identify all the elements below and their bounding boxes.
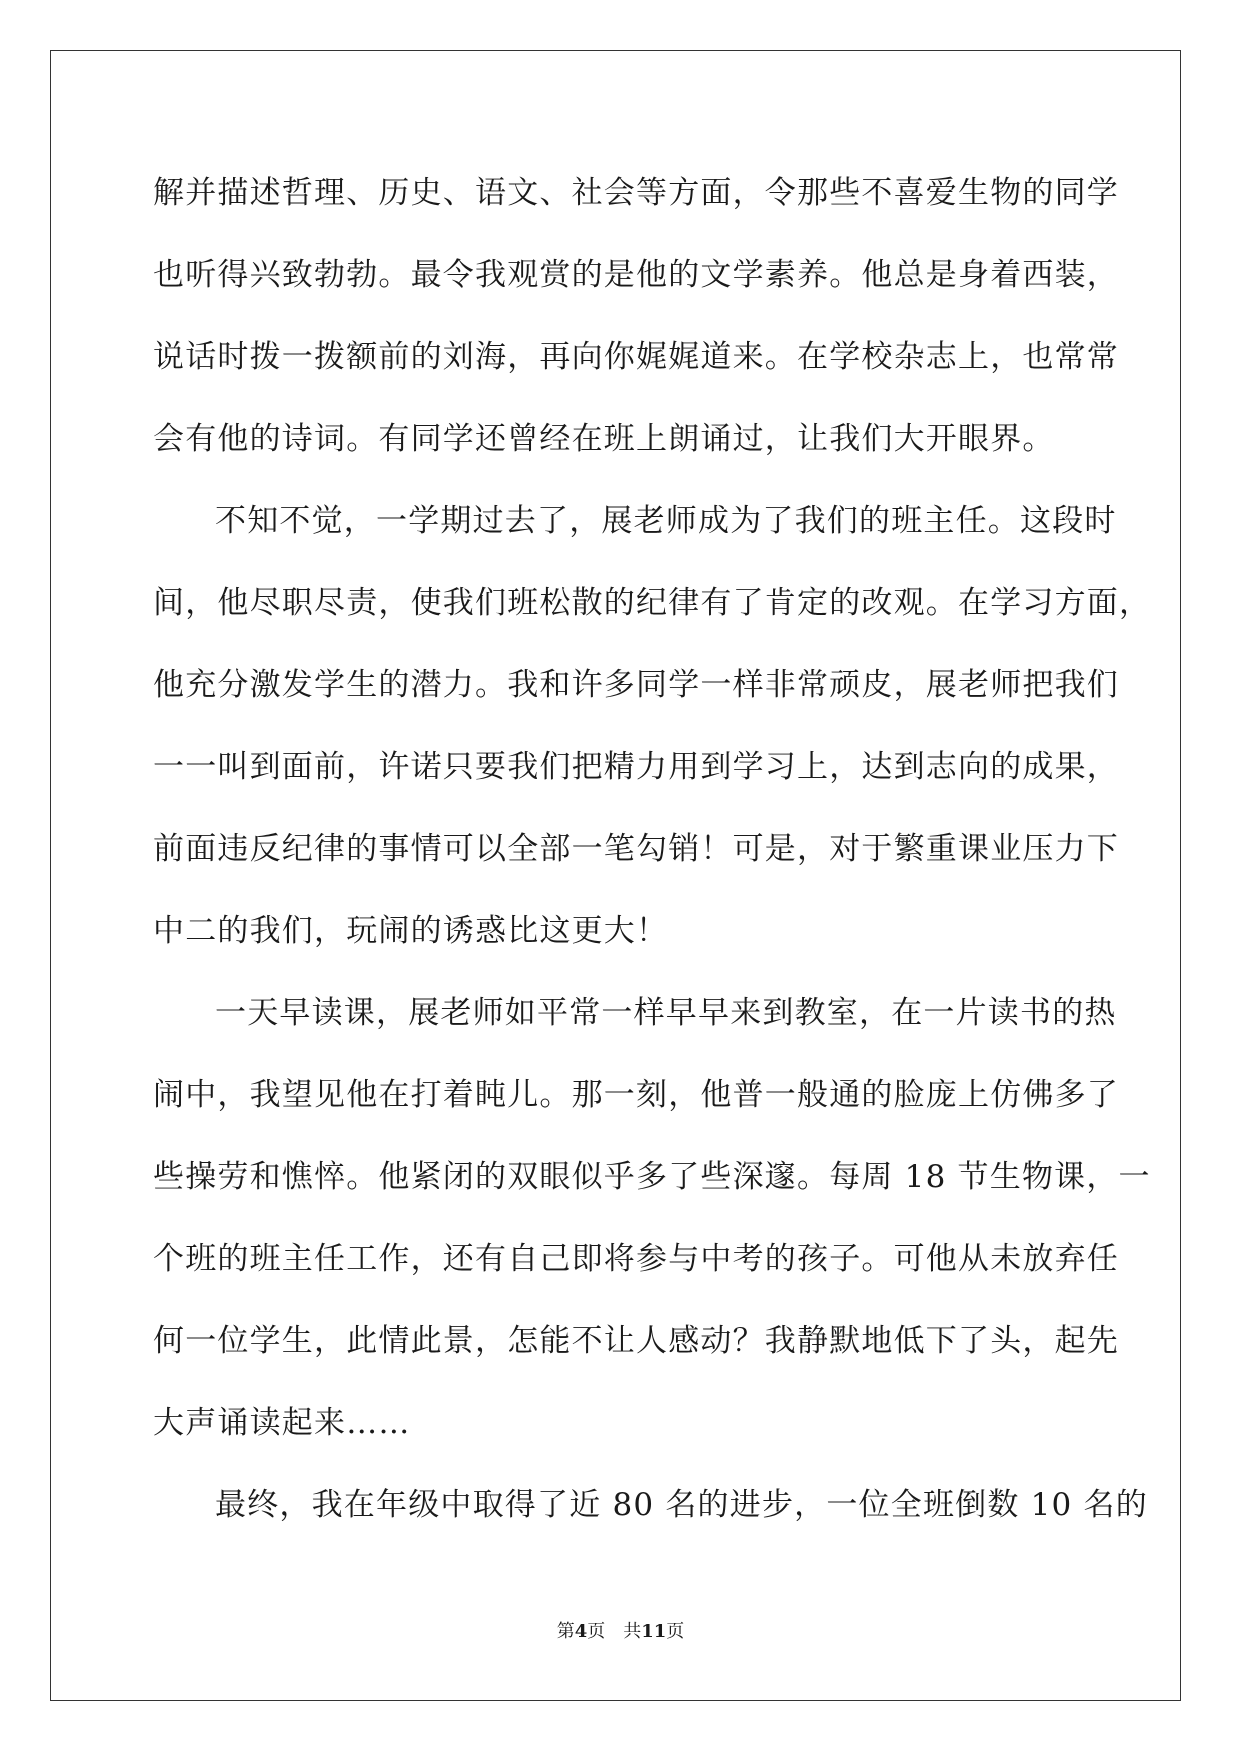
text-line: 个班的班主任工作，还有自己即将参与中考的孩子。可他从未放弃任 <box>153 1241 1119 1277</box>
text-line: 大声诵读起来…… <box>153 1405 411 1441</box>
text-line: 他充分激发学生的潜力。我和许多同学一样非常顽皮，展老师把我们 <box>153 667 1119 703</box>
paragraph-first-line: 最终，我在年级中取得了近 80 名的进步，一位全班倒数 10 名的 <box>215 1487 1148 1523</box>
page-total-prefix: 共 <box>623 1621 642 1642</box>
text-line: 中二的我们，玩闹的诱惑比这更大！ <box>153 913 669 949</box>
text-line: 说话时拨一拨额前的刘海，再向你娓娓道来。在学校杂志上，也常常 <box>153 339 1119 375</box>
text-line: 闹中，我望见他在打着盹儿。那一刻，他普一般通的脸庞上仿佛多了 <box>153 1077 1119 1113</box>
page-footer <box>0 1620 1241 1644</box>
page-number-unit: 页 <box>587 1621 606 1642</box>
text-line: 些操劳和憔悴。他紧闭的双眼似乎多了些深邃。每周 18 节生物课，一 <box>153 1159 1151 1195</box>
paragraph-first-line: 一天早读课，展老师如平常一样早早来到教室，在一片读书的热 <box>215 995 1117 1031</box>
text-line: 解并描述哲理、历史、语文、社会等方面，令那些不喜爱生物的同学 <box>153 175 1119 211</box>
text-line: 前面违反纪律的事情可以全部一笔勾销！可是，对于繁重课业压力下 <box>153 831 1119 867</box>
text-line: 也听得兴致勃勃。最令我观赏的是他的文学素养。他总是身着西装， <box>153 257 1119 293</box>
page-number-prefix: 第 <box>556 1621 575 1642</box>
text-line: 会有他的诗词。有同学还曾经在班上朗诵过，让我们大开眼界。 <box>153 421 1055 457</box>
text-line: 一一叫到面前，许诺只要我们把精力用到学习上，达到志向的成果， <box>153 749 1119 785</box>
paragraph-first-line: 不知不觉，一学期过去了，展老师成为了我们的班主任。这段时 <box>215 503 1117 539</box>
text-line: 何一位学生，此情此景，怎能不让人感动？我静默地低下了头，起先 <box>153 1323 1119 1359</box>
text-line: 间，他尽职尽责，使我们班松散的纪律有了肯定的改观。在学习方面， <box>153 585 1152 621</box>
document-body <box>153 152 1152 1546</box>
page-number-current: 4 <box>574 1621 588 1642</box>
page-total: 11 <box>641 1621 667 1642</box>
page-total-unit: 页 <box>666 1621 685 1642</box>
